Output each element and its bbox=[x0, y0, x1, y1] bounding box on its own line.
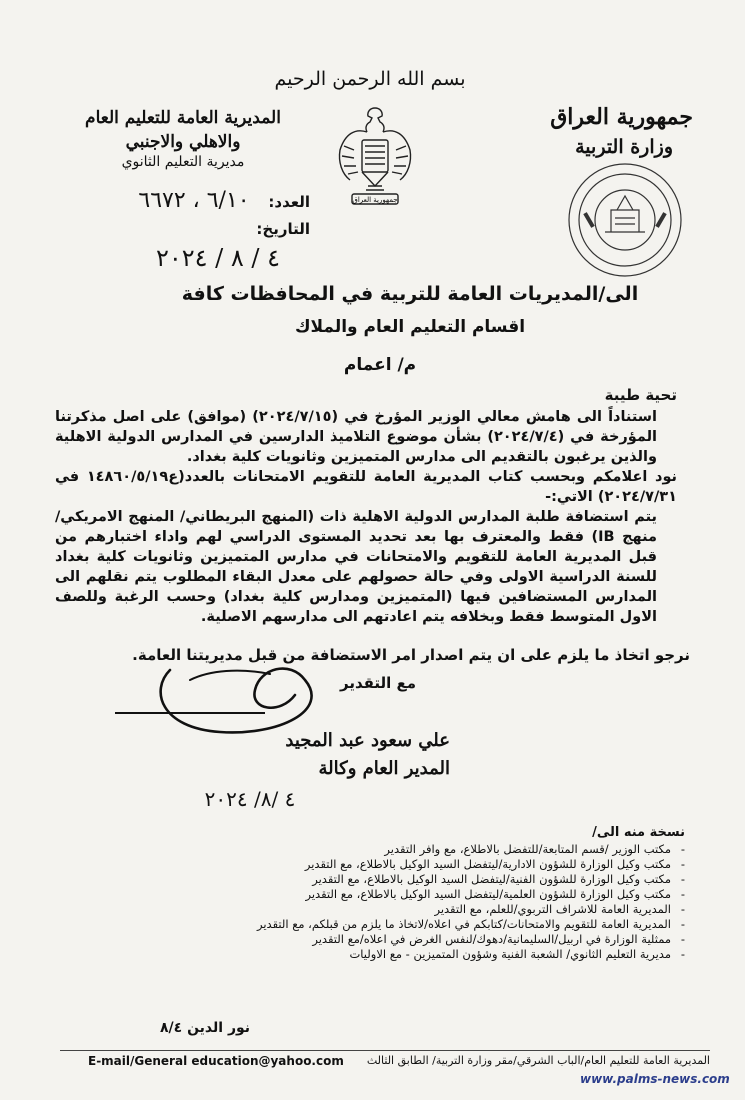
header-directorate-line1: المديرية العامة للتعليم العام bbox=[85, 108, 281, 128]
footer-divider bbox=[60, 1050, 710, 1051]
handwritten-signature-icon bbox=[130, 640, 360, 740]
copy-item: - المديرية العامة للاشراف التربوي/للعلم، مع التقدير bbox=[125, 902, 685, 917]
copy-item: - مكتب وكيل الوزارة للشؤون الفنية/ليتفضل السيد الوكيل بالاطلاع، مع التقدير bbox=[125, 872, 685, 887]
copies-heading: نسخة منه الى/ bbox=[592, 825, 685, 840]
signer-title: المدير العام وكالة bbox=[318, 758, 450, 779]
recipient-line2: اقسام التعليم العام والملاك bbox=[294, 317, 526, 337]
body-paragraph-3: يتم استضافة طلبة المدارس الدولية الاهلية ذات (المنهج البريطاني/ المنهج الامريكي/ منهج IB) فقط والمعترف بها بعد تحديد المستوى الدراسي لهم واداء اختبارهم من قبل المديرية العامة للتقويم والامتحانات في مدارس المتميزين وثانويات كلية بغداد للسنة الدراسية الاولى وفي حالة حصولهم على معدل البقاء المطلوب يتم نقلهم الى المدارس المستضافين فيها (المتميزين ومدارس كلية بغداد) وحسب الرغبة وللصف الاول المتوسط فقط وبخلافه يتم اعادتهم الى مدارسهم الاصلية. bbox=[55, 509, 657, 625]
ministry-seal-icon bbox=[565, 160, 685, 280]
footer-email: E-mail/General education@yahoo.com bbox=[88, 1054, 344, 1068]
copy-item: - مديرية التعليم الثانوي/ الشعبة الفنية وشؤون المتميزين - مع الاوليات bbox=[125, 947, 685, 962]
header-directorate bbox=[58, 108, 308, 170]
copy-item: - ممثلية الوزارة في اربيل/السليمانية/دهوك/لنفس الغرض في اعلاه/مع التقدير bbox=[125, 932, 685, 947]
clerk-initials: نور الدين ٨/٤ bbox=[160, 1020, 251, 1036]
header-ministry bbox=[483, 104, 693, 158]
subject: م/ اعمام bbox=[343, 355, 417, 375]
copies-list bbox=[125, 842, 685, 962]
copy-item: - مكتب وكيل الوزارة للشؤون العلمية/ليتفضل السيد الوكيل بالاطلاع، مع التقدير bbox=[125, 887, 685, 902]
body-paragraph-2: نود اعلامكم وبحسب كتاب المديرية العامة للتقويم الامتحانات بالعدد(ع١٤٨٦٠/٥/١٩ في ٢٠٢٤/٧/٣١) الاتي:- bbox=[55, 469, 677, 505]
copy-item: - مكتب وكيل الوزارة للشؤون الادارية/ليتفضل السيد الوكيل بالاطلاع، مع التقدير bbox=[125, 857, 685, 872]
footer bbox=[60, 1052, 710, 1072]
emblem-caption: جمهورية العراق bbox=[352, 196, 398, 204]
reference-date-label: التاريخ: bbox=[256, 220, 310, 238]
closing-request: نرجو اتخاذ ما يلزم على ان يتم اصدار امر الاستضافة من قبل مديريتنا العامة. bbox=[132, 646, 690, 664]
reference-number bbox=[60, 188, 310, 213]
letter-body bbox=[55, 407, 677, 627]
signature-line bbox=[115, 712, 265, 714]
reference-number-label: العدد: bbox=[268, 193, 310, 211]
signer-name: علي سعود عبد المجيد bbox=[285, 730, 450, 751]
signature-date: ٤ /٨/ ٢٠٢٤ bbox=[204, 787, 296, 811]
greeting: تحية طيبة bbox=[604, 386, 677, 404]
reference-number-value: ٦/١٠ ، ٦٦٧٢ bbox=[138, 188, 250, 213]
header-ministry-name: وزارة التربية bbox=[575, 136, 673, 158]
copy-item: - المديرية العامة للتقويم والامتحانات/كتابكم في اعلاه/لاتخاذ ما يلزم من قبلكم، مع التقدير bbox=[125, 917, 685, 932]
basmala: بسم الله الرحمن الرحيم bbox=[274, 68, 466, 90]
header-directorate-line2: والاهلي والاجنبي bbox=[125, 132, 241, 152]
reference-date bbox=[60, 220, 310, 272]
reference-date-value: ٤ / ٨ / ٢٠٢٤ bbox=[155, 244, 280, 272]
site-watermark: www.palms-news.com bbox=[580, 1072, 730, 1086]
body-paragraph-1: استناداً الى هامش معالي الوزير المؤرخ في (٢٠٢٤/٧/١٥) (موافق) على اصل مذكرتنا المؤرخة في (٢٠٢٤/٧/٤) بشأن موضوع التلاميذ الدارسين في المدارس الدولية الاهلية والذين يرغبون بالتقديم الى مدارس المتميزين وثانويات كلية بغداد. bbox=[55, 409, 657, 465]
footer-address: المديرية العامة للتعليم العام/الباب الشرقي/مقر وزارة التربية/ الطابق الثالث bbox=[366, 1054, 710, 1067]
iraq-eagle-emblem-icon bbox=[330, 100, 420, 220]
header-directorate-line3: مديرية التعليم الثانوي bbox=[121, 154, 245, 170]
closing-regards: مع التقدير bbox=[340, 674, 417, 692]
header-republic: جمهورية العراق bbox=[550, 104, 693, 130]
copy-item: - مكتب الوزير /قسم المتابعة/للتفضل بالاطلاع، مع وافر التقدير bbox=[125, 842, 685, 857]
recipient-line1: الى/المديريات العامة للتربية في المحافظات كافة bbox=[181, 283, 639, 305]
